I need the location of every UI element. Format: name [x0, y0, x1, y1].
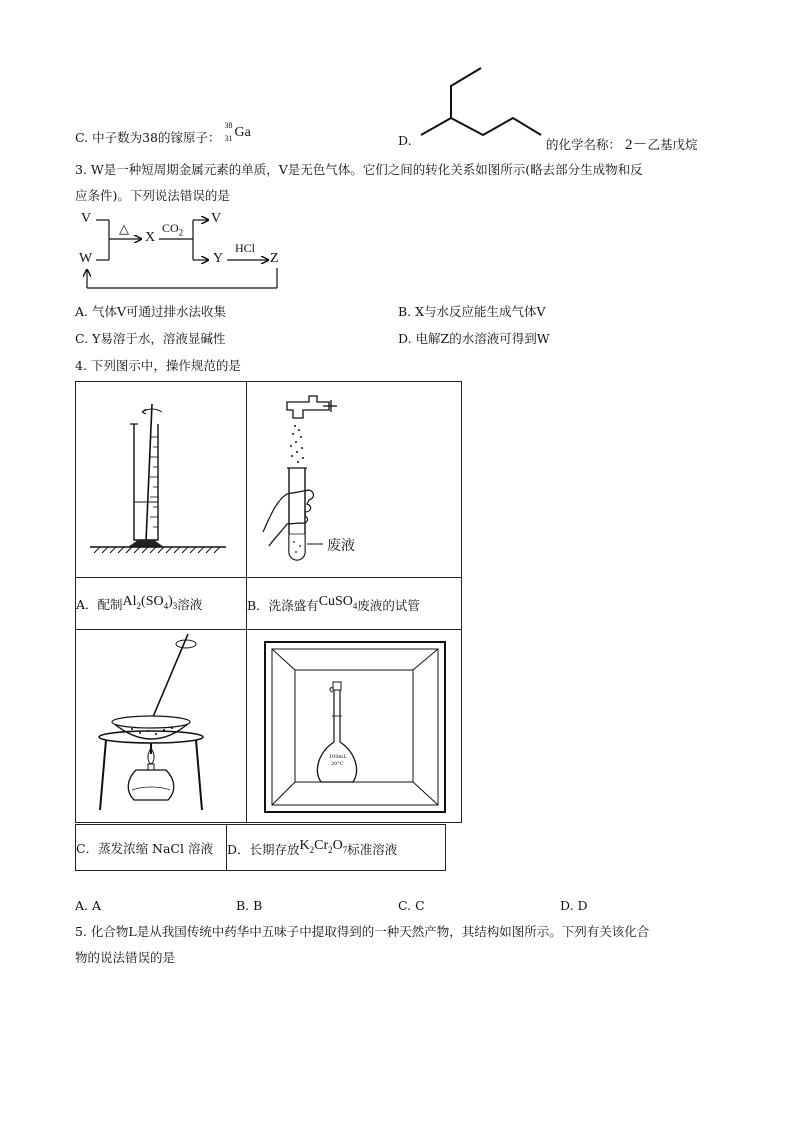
q4-answer-c: C. C: [398, 898, 425, 913]
scheme-co2: $CO_2$: [162, 221, 184, 238]
q4-answer-a: A. A: [75, 898, 102, 913]
waste-liquid-label: 废液: [327, 538, 355, 554]
scheme-v-product: V: [211, 211, 222, 226]
atomic-number: 31: [224, 134, 233, 143]
panel-b-figure: [247, 382, 462, 578]
q3-option-c: C. Y易溶于水，溶液显碱性: [75, 331, 226, 346]
q3-stem-line-1: 3. W是一种短周期金属元素的单质，V是无色气体。它们之间的转化关系如图所示(略去部分生成物和反: [75, 162, 643, 177]
q5-stem-line-1: 5. 化合物L是从我国传统中药华中五味子中提取得到的一种天然产物，其结构如图所示。下列有关该化合: [75, 924, 650, 939]
q4-figure-table-bottom: [75, 824, 446, 871]
q3-reaction-scheme: [75, 210, 305, 298]
copper-sulfate-formula: CuSO$_4$: [318, 593, 358, 611]
scheme-z: Z: [270, 251, 279, 266]
scheme-heat-symbol: △: [119, 221, 129, 236]
q2-option-d-suffix: [546, 133, 698, 154]
scheme-hcl: HCl: [235, 241, 256, 255]
potassium-dichromate-formula: $K_2Cr_2O_7$: [299, 837, 348, 855]
chemical-name-number: 2－: [625, 137, 648, 153]
scheme-v-start: V: [81, 211, 92, 226]
q2-option-c: [75, 121, 258, 146]
element-symbol: Ga: [234, 125, 251, 140]
panel-c-figure: [76, 630, 247, 823]
q2-option-d-prefix: D.: [398, 133, 412, 148]
panel-d-caption: D．长期存放$K_2Cr_2O_7$标准溶液: [227, 825, 446, 871]
panel-a-caption: A．配制$Al_2(SO_4)_3$溶液: [76, 578, 247, 630]
scheme-y: Y: [213, 251, 224, 266]
flask-temperature-label: 20°C: [331, 761, 344, 767]
scheme-w: W: [79, 251, 93, 266]
chemical-name-label: 的化学名称：: [546, 137, 622, 152]
scheme-x: X: [145, 230, 156, 245]
panel-a-figure: [76, 382, 247, 578]
q4-figure-table-top: [75, 381, 462, 823]
ethylpentane-skeletal-structure: [415, 60, 545, 145]
mass-number: 38: [224, 121, 233, 130]
graduated-cylinder-stirring-icon: [76, 382, 246, 577]
gallium-nuclide: [224, 121, 258, 145]
flask-volume-label: 100mL: [329, 754, 347, 760]
volumetric-flask-in-cabinet-icon: [247, 630, 461, 822]
aluminum-sulfate-formula: $Al_2(SO_4)_3$: [122, 594, 178, 611]
q5-stem-line-2: 物的说法错误的是: [75, 950, 176, 965]
q3-option-d: D. 电解Z的水溶液可得到W: [398, 331, 550, 346]
chemical-name-rest: 乙基戊烷: [647, 137, 698, 152]
q3-option-b: B. X与水反应能生成气体V: [398, 304, 546, 319]
q3-stem-line-2: 应条件)。下列说法错误的是: [75, 188, 230, 203]
panel-c-caption: C．蒸发浓缩 NaCl 溶液: [76, 825, 227, 871]
q4-answer-b: B. B: [236, 898, 263, 913]
q3-option-a: A. 气体V可通过排水法收集: [75, 304, 227, 319]
evaporating-dish-tripod-icon: [76, 630, 246, 822]
q4-answer-d: D. D: [560, 898, 588, 913]
panel-d-figure: [247, 630, 462, 823]
q2-option-c-prefix: C. 中子数为38的镓原子：: [75, 130, 221, 145]
q4-stem: 4. 下列图示中，操作规范的是: [75, 358, 241, 373]
panel-b-caption: B．洗涤盛有CuSO$_4$废液的试管: [247, 578, 462, 630]
